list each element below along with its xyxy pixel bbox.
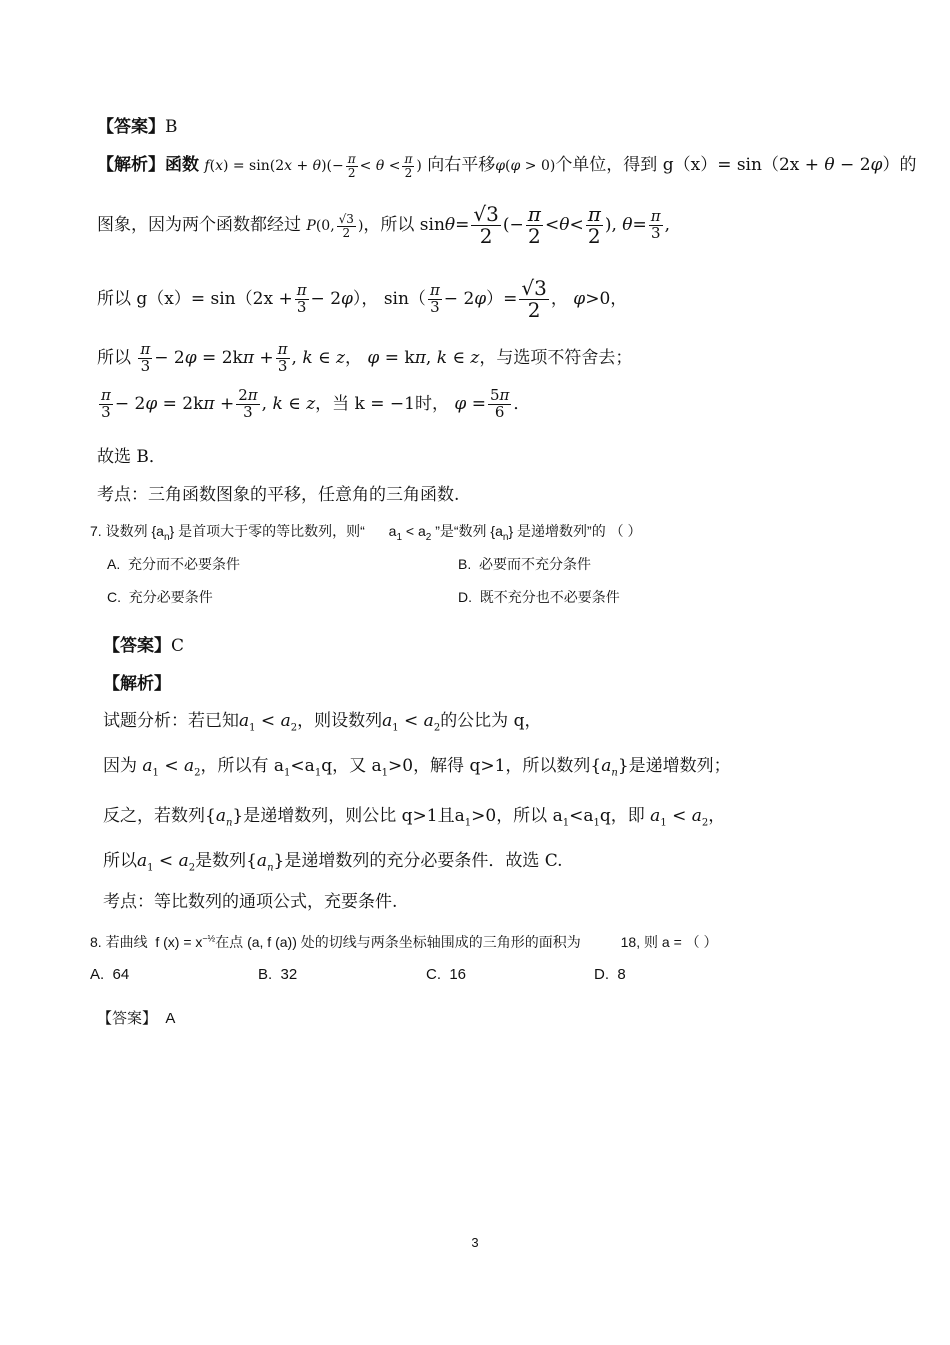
- q7-option-a[interactable]: A. 充分而不必要条件: [107, 556, 241, 572]
- q7-analysis-line-2: 因为 $a_1 < a_2$，所以有 $a_1<a_1q$，又 $a_1>0$，解得 q>1，所以数列$\{a_n\}$是递增数列；: [103, 756, 731, 779]
- q6-kaodian: 考点：三角函数图象的平移，任意角的三角函数.: [97, 485, 460, 505]
- formula-g: g（x）= sin（2x + θ − 2φ）: [662, 155, 900, 175]
- q6-answer-line: [97, 112, 178, 137]
- q8-stem: 8. 若曲线 f $(x) = x^{-\frac{1}{2}}$在点 (a, f (a)) 处的切线与两条坐标轴围成的三角形的面积为 18, 则 a = （ ）: [90, 933, 718, 950]
- q7-analysis-line-4: 所以$a_1 < a_2$是数列$\{a_n\}$是递增数列的充分必要条件．故选 C.: [103, 851, 563, 874]
- q7-analysis-line-3: 反之，若数列$\{a_n\}$是递增数列，则公比 q>1且$a_1>0$，所以 $a_1<a_1q$，即 $a_1 < a_2$，: [103, 806, 726, 829]
- q7-option-c[interactable]: C. 充分必要条件: [107, 589, 213, 605]
- q6-analysis-line-1: 【解析】函数 f(x) = sin(2x + θ)(− $\frac{\pi}{2}$ < θ < $\frac{\pi}{2}$ ) 向右平移φ(φ > 0)个单位，得到 g（x）= sin（2x + θ − 2φ）的: [97, 151, 917, 180]
- q8-option-b[interactable]: B. 32: [258, 966, 298, 983]
- q7-option-b[interactable]: B. 必要而不充分条件: [458, 556, 592, 572]
- answer-value: B: [165, 117, 178, 137]
- analysis-label: 【解析】: [97, 155, 165, 175]
- q7-stem: 7. 设数列 $\{a_n\}$ 是首项大于零的等比数列，则“ $a_1 < a_2$ ”是“数列 $\{a_n\}$ 是递增数列”的 （ ）: [90, 523, 642, 543]
- formula-f: f(x) = sin(2x + θ)(− $\frac{\pi}{2}$ < θ < $\frac{\pi}{2}$ ): [204, 151, 422, 180]
- q6-analysis-line-3: 所以 g（x）= sin（2x + $\frac{\pi}{3}$ − 2φ）， sin（ $\frac{\pi}{3}$ − 2φ）= $\frac{√3}{2}$ ， φ>0，: [97, 276, 628, 322]
- q7-answer-line: 【答案】C: [103, 636, 185, 656]
- q7-kaodian: 考点：等比数列的通项公式，充要条件.: [103, 892, 398, 912]
- q6-analysis-line-4: 所以 $\frac{\pi}{3}$ − 2φ = 2kπ + $\frac{\pi}{3}$ , k ∈ z， φ = kπ, k ∈ z，与选项不符舍去；: [97, 340, 633, 375]
- q8-option-c[interactable]: C. 16: [426, 966, 467, 983]
- q6-conclusion: 故选 B．: [97, 447, 166, 467]
- q8-option-a[interactable]: A. 64: [90, 966, 130, 983]
- q7-option-d[interactable]: D. 既不充分也不必要条件: [458, 589, 620, 605]
- page-number: 3: [471, 1235, 479, 1250]
- answer-label: 【答案】: [97, 117, 165, 137]
- q8-answer-line: 【答案】 A: [97, 1010, 176, 1027]
- q6-analysis-line-2: 图象，因为两个函数都经过 P(0, $\frac{√3}{2}$ )，所以 sinθ= $\frac{√3}{2}$ (− $\frac{\pi}{2}$ <θ< $\frac{\pi}{2}$ ), θ= $\frac{\pi}{3}$ ,: [97, 202, 671, 248]
- q6-analysis-line-5: $\frac{\pi}{3}$ − 2φ = 2kπ + $\frac{2\pi}{3}$ , k ∈ z，当 k = −1时， φ = $\frac{5\pi}{6}$ ．: [101, 386, 531, 421]
- q7-analysis-line-1: 试题分析：若已知$a_1 < a_2$，则设数列$a_1 < a_2$的公比为 q，: [103, 711, 542, 734]
- q8-option-d[interactable]: D. 8: [594, 966, 626, 983]
- q7-analysis-label: 【解析】: [103, 674, 171, 694]
